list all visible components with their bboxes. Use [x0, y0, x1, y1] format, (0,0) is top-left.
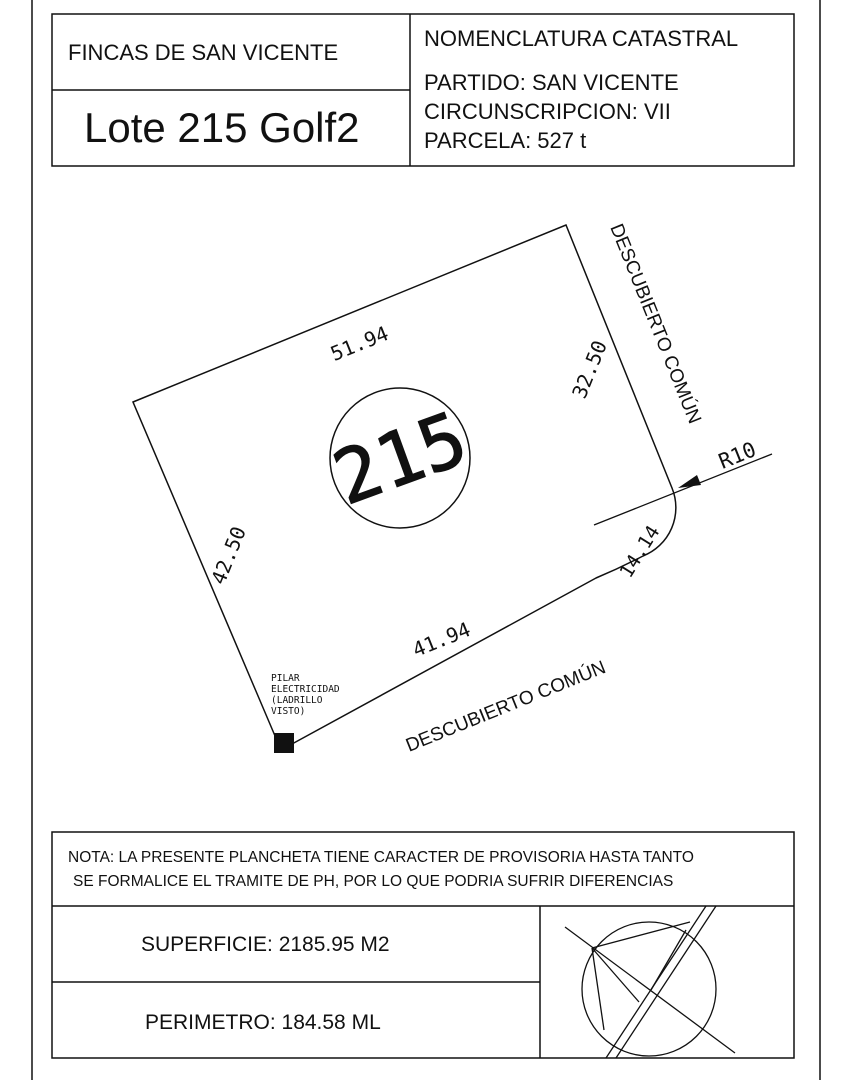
dimension-right: 32.50: [567, 336, 612, 402]
common-area-bottom: DESCUBIERTO COMÚN: [402, 657, 609, 757]
partido-label: PARTIDO: SAN VICENTE: [424, 70, 679, 95]
pilar-label: [271, 673, 345, 717]
radius-label: R10: [715, 437, 760, 474]
lot-plan: [133, 221, 772, 757]
dimension-left: 42.50: [206, 522, 251, 588]
common-area-right: DESCUBIERTO COMÚN: [605, 220, 705, 427]
area-value: SUPERFICIE: 2185.95 M2: [141, 933, 390, 956]
cadastral-title: NOMENCLATURA CATASTRAL: [424, 26, 739, 51]
title-block: [52, 14, 794, 166]
info-block: [52, 832, 794, 1058]
pilar-line-2: ELECTRICIDAD: [271, 684, 340, 695]
perimeter-value: PERIMETRO: 184.58 ML: [145, 1011, 381, 1034]
dimension-top: 51.94: [326, 321, 392, 366]
lot-title: Lote 215 Golf2: [84, 104, 360, 151]
pilar-line-4: VISTO): [271, 706, 306, 717]
note-line-1: NOTA: LA PRESENTE PLANCHETA TIENE CARACTER DE PROVISORIA HASTA TANTO: [68, 849, 694, 866]
pilar-line-3: (LADRILLO: [271, 695, 323, 706]
dimension-bottom: 41.94: [408, 617, 474, 662]
parcela-label: PARCELA: 527 t: [424, 128, 587, 153]
location-sketch-icon: [565, 906, 735, 1058]
circunscripcion-label: CIRCUNSCRIPCION: VII: [424, 99, 671, 124]
project-name: FINCAS DE SAN VICENTE: [68, 40, 339, 65]
pilar-line-1: PILAR: [271, 673, 300, 684]
dimension-arc: 14.14: [615, 521, 665, 582]
lot-number: 215: [322, 395, 478, 523]
radius-arrow-icon: [678, 475, 701, 488]
pilar-marker: [274, 733, 294, 753]
note-line-2: SE FORMALICE EL TRAMITE DE PH, POR LO QUE PODRIA SUFRIR DIFERENCIAS: [73, 873, 674, 890]
